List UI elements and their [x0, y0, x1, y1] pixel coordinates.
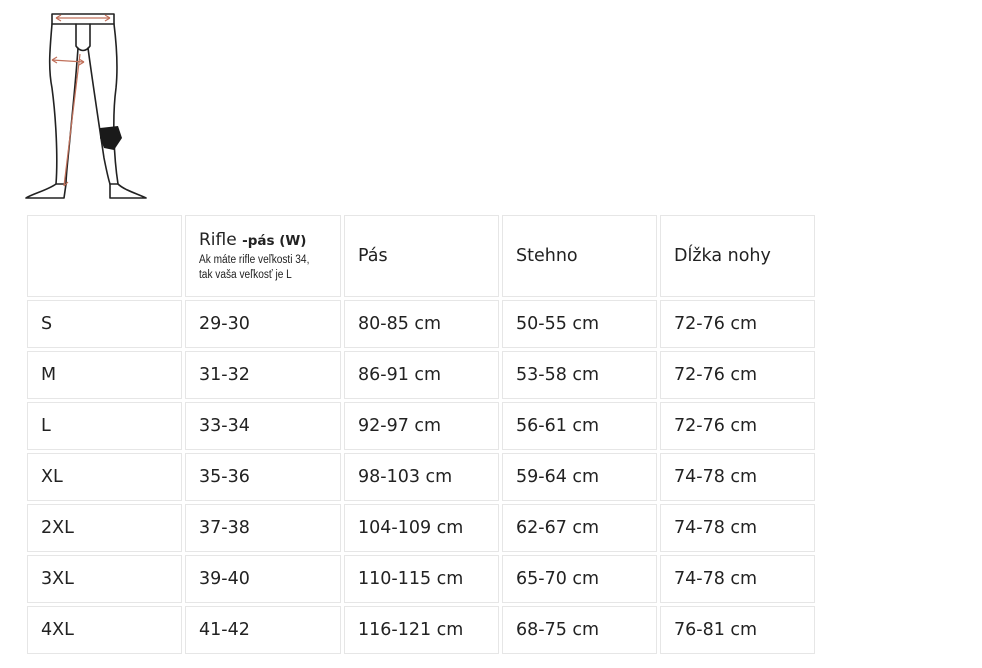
thigh-cell: 65-70 cm — [502, 555, 657, 603]
leg-length-cell: 72-76 cm — [660, 300, 815, 348]
size-cell: XL — [27, 453, 182, 501]
waist-cell: 80-85 cm — [344, 300, 499, 348]
header-size-cell — [27, 215, 182, 297]
rifle-cell: 33-34 — [185, 402, 341, 450]
rifle-cell: 39-40 — [185, 555, 341, 603]
rifle-cell: 29-30 — [185, 300, 341, 348]
thigh-cell: 53-58 cm — [502, 351, 657, 399]
header-rifle-note-line1: Ak máte rifle veľkosti 34, — [199, 253, 310, 266]
thigh-cell: 62-67 cm — [502, 504, 657, 552]
table-row — [27, 606, 815, 654]
leg-length-cell: 76-81 cm — [660, 606, 815, 654]
thigh-cell: 50-55 cm — [502, 300, 657, 348]
rifle-cell: 35-36 — [185, 453, 341, 501]
table-header-row — [27, 215, 815, 297]
table-row — [27, 402, 815, 450]
thigh-cell: 56-61 cm — [502, 402, 657, 450]
header-rifle-subtitle: -pás (W) — [242, 232, 307, 249]
thigh-cell: 68-75 cm — [502, 606, 657, 654]
leg-length-cell: 74-78 cm — [660, 453, 815, 501]
leg-length-cell: 72-76 cm — [660, 402, 815, 450]
header-thigh-cell: Stehno — [502, 215, 657, 297]
header-rifle-note-line2: tak vaša veľkosť je L — [199, 268, 292, 281]
waist-cell: 86-91 cm — [344, 351, 499, 399]
waist-cell: 110-115 cm — [344, 555, 499, 603]
size-cell: 4XL — [27, 606, 182, 654]
leg-length-cell: 74-78 cm — [660, 504, 815, 552]
table-row — [27, 351, 815, 399]
size-cell: L — [27, 402, 182, 450]
header-leg-length-cell: Dĺžka nohy — [660, 215, 815, 297]
size-cell: 2XL — [27, 504, 182, 552]
size-cell: M — [27, 351, 182, 399]
table-row — [27, 300, 815, 348]
thigh-cell: 59-64 cm — [502, 453, 657, 501]
header-rifle-title: Rifle — [199, 229, 237, 250]
header-rifle-cell — [185, 215, 341, 297]
waist-cell: 104-109 cm — [344, 504, 499, 552]
table-row — [27, 555, 815, 603]
rifle-cell: 31-32 — [185, 351, 341, 399]
table-row — [27, 453, 815, 501]
header-waist-cell: Pás — [344, 215, 499, 297]
waist-cell: 92-97 cm — [344, 402, 499, 450]
rifle-cell: 37-38 — [185, 504, 341, 552]
leg-length-cell: 72-76 cm — [660, 351, 815, 399]
leg-length-cell: 74-78 cm — [660, 555, 815, 603]
size-cell: 3XL — [27, 555, 182, 603]
table-row — [27, 504, 815, 552]
waist-cell: 98-103 cm — [344, 453, 499, 501]
waist-cell: 116-121 cm — [344, 606, 499, 654]
rifle-cell: 41-42 — [185, 606, 341, 654]
leggings-measurement-diagram-icon — [18, 8, 158, 204]
size-chart-table — [24, 212, 818, 657]
size-cell: S — [27, 300, 182, 348]
